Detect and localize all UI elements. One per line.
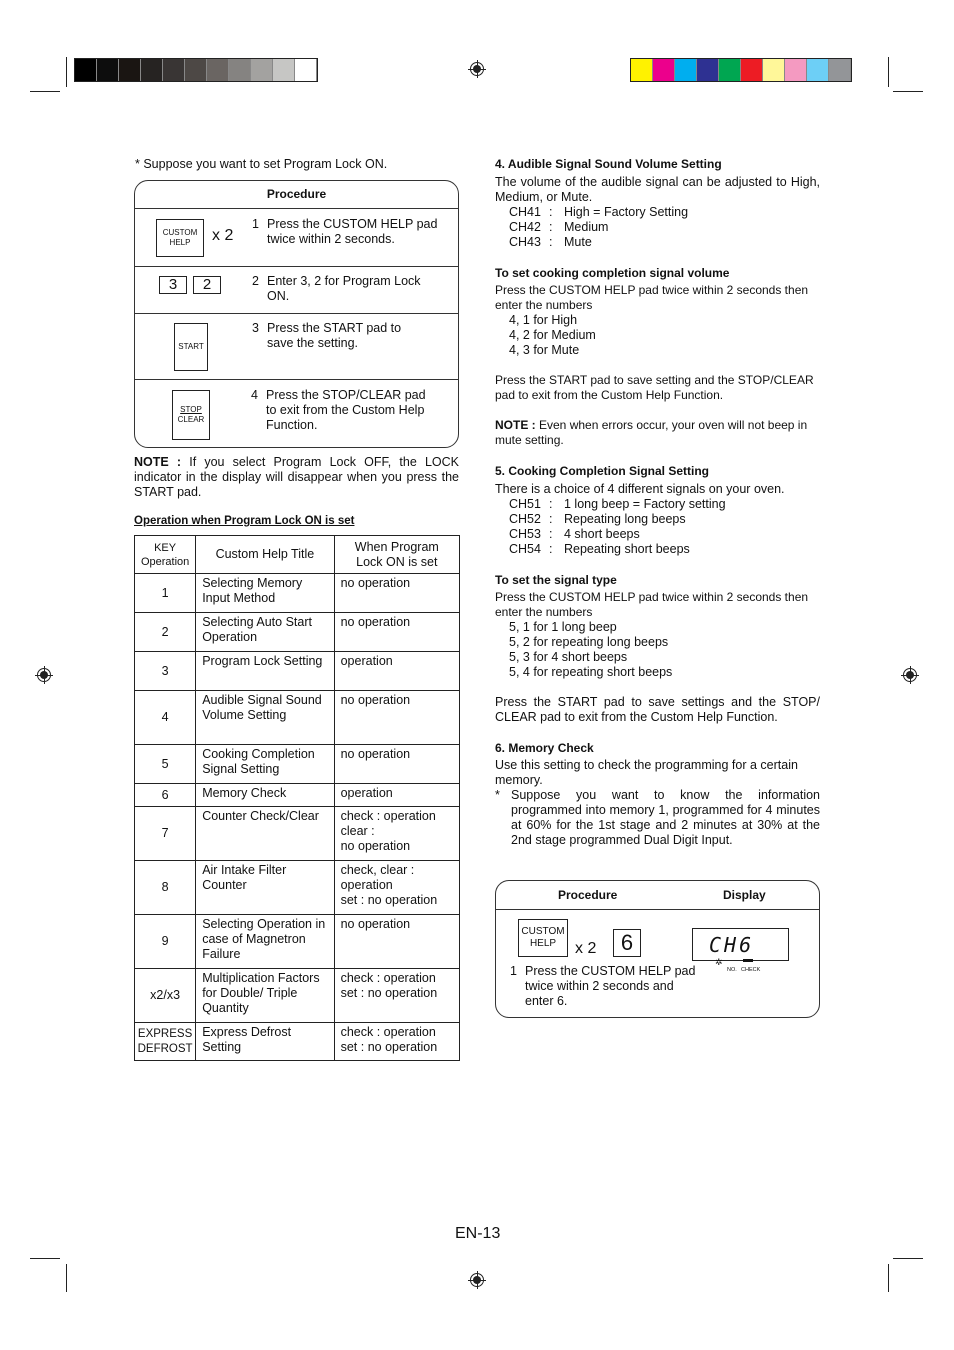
step-text: Press the START pad to save the setting.	[267, 321, 402, 350]
channel-row	[495, 235, 820, 250]
channel-code: CH52	[509, 512, 541, 526]
section-5-channels	[495, 497, 820, 557]
section-4-title: 4. Audible Signal Sound Volume Setting	[495, 157, 722, 171]
crop-mark	[888, 57, 889, 87]
channel-separator: :	[549, 497, 553, 511]
channel-row	[495, 220, 820, 235]
channel-desc: Repeating long beeps	[564, 512, 686, 526]
channel-code: CH53	[509, 527, 541, 541]
list-item: 4, 3 for Mute	[509, 343, 580, 357]
channel-desc: High = Factory Setting	[564, 205, 689, 219]
signal-title: To set the signal type	[495, 573, 617, 587]
crop-mark	[30, 91, 60, 92]
registration-mark-icon	[470, 62, 484, 76]
color-swatch	[741, 59, 763, 81]
list-item: 5, 2 for repeating long beeps	[509, 635, 669, 649]
step-number: 1	[252, 217, 259, 231]
crop-mark	[893, 1258, 923, 1259]
display-header: Display	[723, 888, 766, 902]
procedure-title: Procedure	[266, 187, 327, 201]
channel-row	[495, 542, 820, 557]
program-lock-note: NOTE : If you select Program Lock OFF, the LOCK indicator in the display will disappear when you press the START pad.	[134, 455, 460, 499]
channel-desc: Repeating short beeps	[564, 542, 690, 556]
multiplier-label: x 2	[575, 940, 597, 957]
gray-swatch	[185, 59, 207, 81]
crop-mark	[66, 57, 67, 87]
row-key: 2	[135, 613, 196, 652]
table-row	[135, 691, 460, 745]
row-when: no operation	[334, 915, 459, 969]
procedure-header: Procedure	[558, 888, 618, 902]
crop-mark	[893, 91, 923, 92]
lcd-display	[692, 928, 789, 961]
table-row	[135, 745, 460, 784]
gray-swatch	[119, 59, 141, 81]
channel-separator: :	[549, 512, 553, 526]
row-key: x2/x3	[135, 969, 196, 1023]
section-4-channels	[495, 205, 820, 250]
section-6-example: * Suppose you want to know the information programmed into memory 1, programmed for 4 minutes at 60% for the 1st stage and 2 minutes at 30% at the 2nd stage programmed Dual Digit Input.	[495, 788, 820, 847]
crop-mark	[66, 1264, 67, 1292]
gray-swatch	[273, 59, 295, 81]
grayscale-calibration-bar	[74, 58, 318, 82]
channel-row	[495, 497, 820, 512]
gray-swatch	[251, 59, 273, 81]
section-5-text: There is a choice of 4 different signals on your oven.	[495, 482, 785, 496]
row-title: Selecting Operation in case of Magnetron Failure	[196, 915, 334, 969]
lcd-indicator-icon: ✲	[715, 957, 723, 967]
row-title: Audible Signal Sound Volume Setting	[196, 691, 334, 745]
step-text: Enter 3, 2 for Program Lock ON.	[267, 274, 421, 303]
channel-separator: :	[549, 542, 553, 556]
row-key: 9	[135, 915, 196, 969]
row-title: Selecting Memory Input Method	[196, 574, 334, 613]
lcd-indicator-bar	[743, 959, 753, 962]
channel-row	[495, 527, 820, 542]
section-6-title: 6. Memory Check	[495, 741, 594, 755]
row-key: 6	[135, 784, 196, 807]
list-item: 4, 1 for High	[509, 313, 578, 327]
row-title: Counter Check/Clear	[196, 807, 334, 861]
row-title: Cooking Completion Signal Setting	[196, 745, 334, 784]
intro-text: * Suppose you want to set Program Lock ON.	[135, 157, 388, 171]
row-when: operation	[334, 784, 459, 807]
row-when: check : operation set : no operation	[334, 969, 459, 1023]
digit-key-2: 2	[193, 276, 221, 294]
gray-swatch	[163, 59, 185, 81]
header-title: Custom Help Title	[196, 536, 334, 574]
step-number: 1	[510, 964, 517, 978]
color-calibration-bar	[630, 58, 852, 82]
row-when: operation	[334, 652, 459, 691]
multiplier-label: x 2	[212, 227, 234, 244]
signal-text: Press the CUSTOM HELP pad twice within 2 seconds then enter the numbers	[495, 590, 809, 619]
registration-mark-icon	[903, 668, 917, 682]
color-swatch	[697, 59, 719, 81]
row-title: Memory Check	[196, 784, 334, 807]
step-text: Press the STOP/CLEAR pad to exit from the Custom Help Function.	[266, 388, 426, 432]
channel-desc: 1 long beep = Factory setting	[564, 497, 726, 511]
custom-help-key-icon: CUSTOM HELP	[518, 919, 568, 957]
table-row	[135, 861, 460, 915]
lcd-no-label: NO.	[727, 967, 737, 973]
row-title: Selecting Auto Start Operation	[196, 613, 334, 652]
row-key: 8	[135, 861, 196, 915]
row-key: 3	[135, 652, 196, 691]
table-row	[135, 969, 460, 1023]
lcd-readout: CH6	[709, 933, 755, 957]
gray-swatch	[207, 59, 229, 81]
row-title: Express Defrost Setting	[196, 1023, 334, 1061]
program-lock-procedure-box	[134, 180, 459, 448]
table-heading: Operation when Program Lock ON is set	[134, 515, 355, 527]
gray-swatch	[141, 59, 163, 81]
volume-text: Press the CUSTOM HELP pad twice within 2 seconds then enter the numbers	[495, 283, 809, 312]
start-key-icon: START	[174, 323, 208, 371]
registration-mark-icon	[470, 1273, 484, 1287]
channel-separator: :	[549, 205, 553, 219]
gray-swatch	[97, 59, 119, 81]
row-when: no operation	[334, 613, 459, 652]
channel-desc: 4 short beeps	[564, 527, 640, 541]
channel-row	[495, 205, 820, 220]
step-number: 3	[252, 321, 259, 335]
volume-title: To set cooking completion signal volume	[495, 266, 730, 280]
row-title: Air Intake Filter Counter	[196, 861, 334, 915]
volume-items	[495, 313, 820, 358]
channel-desc: Mute	[564, 235, 592, 249]
channel-row	[495, 512, 820, 527]
step-number: 4	[251, 388, 258, 402]
gray-swatch	[295, 59, 317, 81]
row-when: check, clear : operation set : no operation	[334, 861, 459, 915]
step-number: 2	[252, 274, 259, 288]
color-swatch	[631, 59, 653, 81]
table-row	[135, 652, 460, 691]
section-4-text: The volume of the audible signal can be adjusted to High, Medium, or Mute.	[495, 175, 820, 204]
channel-code: CH42	[509, 220, 541, 234]
volume-save-text: Press the START pad to save setting and the STOP/CLEAR pad to exit from the Custom Help Function.	[495, 373, 814, 402]
color-swatch	[785, 59, 807, 81]
channel-separator: :	[549, 527, 553, 541]
row-when: check : operation clear : no operation	[334, 807, 459, 861]
custom-help-key-icon: CUSTOM HELP	[156, 219, 204, 257]
section-5-title: 5. Cooking Completion Signal Setting	[495, 464, 710, 478]
channel-code: CH43	[509, 235, 541, 249]
row-when: no operation	[334, 574, 459, 613]
row-title: Program Lock Setting	[196, 652, 334, 691]
gray-swatch	[75, 59, 97, 81]
table-row	[135, 613, 460, 652]
color-swatch	[675, 59, 697, 81]
crop-mark	[30, 1258, 60, 1259]
digit-key-6: 6	[613, 929, 641, 957]
table-row	[135, 1023, 460, 1061]
table-row	[135, 915, 460, 969]
list-item: 4, 2 for Medium	[509, 328, 596, 342]
program-lock-operation-table	[134, 535, 460, 1061]
row-key: 4	[135, 691, 196, 745]
crop-mark	[888, 1264, 889, 1292]
header-when: When Program Lock ON is set	[334, 536, 459, 574]
section-6-text: Use this setting to check the programming for a certain memory.	[495, 758, 798, 787]
signal-save-text: Press the START pad to save settings and the STOP/ CLEAR pad to exit from the Custom Help Function.	[495, 695, 820, 724]
step-text: Press the CUSTOM HELP pad twice within 2 seconds and enter 6.	[525, 964, 696, 1008]
color-swatch	[807, 59, 829, 81]
channel-code: CH54	[509, 542, 541, 556]
gray-swatch	[229, 59, 251, 81]
row-key: EXPRESS DEFROST	[135, 1023, 196, 1061]
header-key: KEY Operation	[135, 536, 196, 574]
channel-desc: Medium	[564, 220, 609, 234]
list-item: 5, 3 for 4 short beeps	[509, 650, 628, 664]
channel-code: CH41	[509, 205, 541, 219]
page-number: EN-13	[455, 1225, 501, 1242]
lcd-check-label: CHECK	[741, 967, 761, 973]
row-when: no operation	[334, 745, 459, 784]
mute-note: NOTE : Even when errors occur, your oven will not beep in mute setting.	[495, 418, 808, 447]
digit-key-3: 3	[159, 276, 187, 294]
color-swatch	[829, 59, 851, 81]
table-row	[135, 574, 460, 613]
memory-check-procedure-box	[495, 880, 820, 1018]
right-column	[495, 157, 820, 848]
channel-separator: :	[549, 220, 553, 234]
signal-items	[495, 620, 820, 680]
row-key: 7	[135, 807, 196, 861]
channel-separator: :	[549, 235, 553, 249]
registration-mark-icon	[37, 668, 51, 682]
stop-clear-key-icon: STOP CLEAR	[172, 390, 210, 440]
row-when: check : operation set : no operation	[334, 1023, 459, 1061]
table-row	[135, 807, 460, 861]
color-swatch	[763, 59, 785, 81]
color-swatch	[719, 59, 741, 81]
color-swatch	[653, 59, 675, 81]
row-title: Multiplication Factors for Double/ Triple Quantity	[196, 969, 334, 1023]
step-text: Press the CUSTOM HELP pad twice within 2 seconds.	[267, 217, 438, 246]
channel-code: CH51	[509, 497, 541, 511]
row-key: 5	[135, 745, 196, 784]
table-row	[135, 784, 460, 807]
row-key: 1	[135, 574, 196, 613]
list-item: 5, 4 for repeating short beeps	[509, 665, 673, 679]
list-item: 5, 1 for 1 long beep	[509, 620, 617, 634]
row-when: no operation	[334, 691, 459, 745]
